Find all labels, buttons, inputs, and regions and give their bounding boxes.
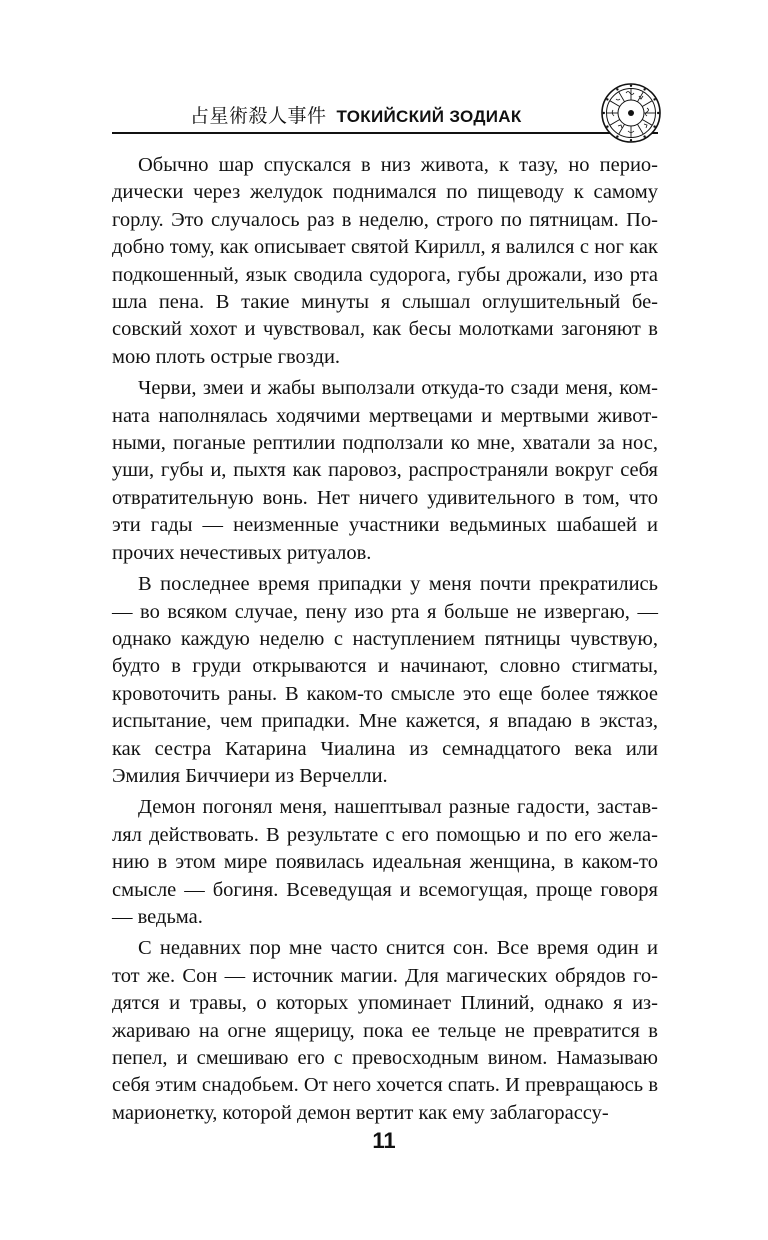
header-title-japanese: 占星術殺人事件 bbox=[190, 105, 327, 127]
running-header bbox=[112, 102, 658, 130]
paragraph: Обычно шар спускался в низ живота, к тазу, но периодически через желудок поднимался по пищеводу к самому горлу. Это случалось раз в неделю, строго по пятницам. Подобно тому, как описывает святой Кирилл, я валился с ног как подкошенный, язык сводила судорога, губы дрожали, изо рта шла пена. В такие минуты я слышал оглушительный бесовский хохот и чувствовал, как бесы молотками загоняют в мою плоть острые гвозди. bbox=[112, 154, 658, 368]
page-number: 11 bbox=[372, 1128, 396, 1153]
header-title-russian: ТОКИЙСКИЙ ЗОДИАК bbox=[336, 107, 522, 126]
zodiac-emblem-icon bbox=[600, 82, 662, 144]
body-text bbox=[112, 152, 658, 1131]
paragraph: В последнее время припадки у меня почти прекратились — во всяком случае, пену изо рта я больше не извергаю, — однако каждую неделю с наступлением пятницы чувствую, будто в груди открываются и начинают, словно стигматы, кровоточить раны. В каком-то смысле это еще более тяжкое испытание, чем припадки. Мне кажется, я впадаю в экстаз, как сестра Катарина Чиалина из семнадцатого века или Эмилия Биччиери из Верчелли. bbox=[112, 573, 658, 787]
paragraph: С недавних пор мне часто снится сон. Все время один и тот же. Сон — источник магии. Для магических обрядов годятся и травы, о которых упоминает Плиний, однако я изжариваю на огне ящерицу, пока ее тельце не превратится в пепел, и смешиваю его с превосходным вином. Намазываю себя этим снадобьем. От него хочется спать. И превращаюсь в марионетку, которой демон вертит как ему заблагорассу- bbox=[112, 937, 658, 1124]
paragraph: Черви, змеи и жабы выползали откуда-то сзади меня, комната наполнялась ходячими мертвецами и мертвыми животными, поганые рептилии подползали ко мне, хватали за нос, уши, губы и, пыхтя как паровоз, распространяли вокруг себя отвратительную вонь. Нет ничего удивительного в том, что эти гады — неизменные участники ведьминых шабашей и прочих нечестивых ритуалов. bbox=[112, 377, 658, 564]
header-title bbox=[190, 102, 522, 131]
header-rule bbox=[112, 132, 658, 134]
paragraph: Демон погонял меня, нашептывал разные гадости, заставлял действовать. В результате с его помощью и по его желанию в этом мире появилась идеальная женщина, в каком-то смысле — богиня. Всеведущая и всемогущая, проще говоря — ведьма. bbox=[112, 796, 658, 928]
